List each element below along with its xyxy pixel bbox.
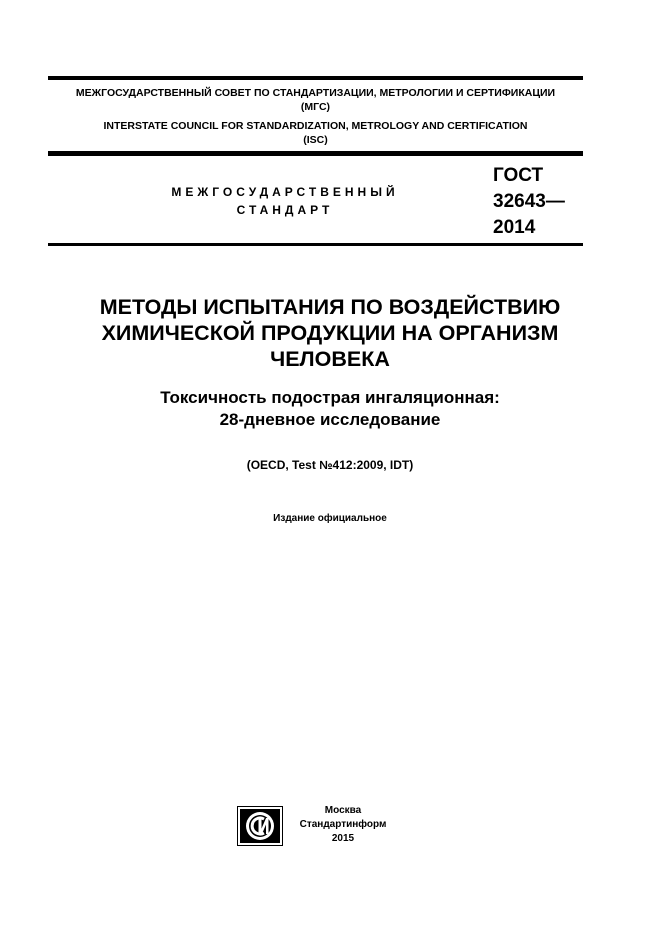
council-abbr-en: (ISC) xyxy=(303,134,328,146)
council-name-en xyxy=(48,119,583,147)
standard-type-line1: МЕЖГОСУДАРСТВЕННЫЙ xyxy=(171,185,399,199)
council-name-ru-text: МЕЖГОСУДАРСТВЕННЫЙ СОВЕТ ПО СТАНДАРТИЗАЦИИ, МЕТРОЛОГИИ И СЕРТИФИКАЦИИ xyxy=(75,87,556,99)
official-edition-label: Издание официальное xyxy=(273,513,387,524)
gost-number: 32643— xyxy=(493,191,565,212)
middle-rule xyxy=(48,151,583,156)
document-title-line3: ЧЕЛОВЕКА xyxy=(270,347,390,371)
gost-designation xyxy=(493,163,565,241)
publisher-year: 2015 xyxy=(331,833,355,844)
publisher-city: Москва xyxy=(324,805,362,816)
document-title-line1: МЕТОДЫ ИСПЫТАНИЯ ПО ВОЗДЕЙСТВИЮ xyxy=(99,295,561,319)
document-subtitle-line2: 28-дневное исследование xyxy=(219,410,441,429)
council-name-en-text: INTERSTATE COUNCIL FOR STANDARDIZATION, METROLOGY AND CERTIFICATION xyxy=(103,120,528,132)
top-rule xyxy=(48,76,583,80)
document-title xyxy=(40,294,620,372)
document-subtitle-line1: Токсичность подострая ингаляционная: xyxy=(160,388,500,407)
bottom-rule xyxy=(48,243,583,246)
gost-label: ГОСТ xyxy=(493,165,544,186)
document-subtitle xyxy=(40,387,620,431)
publisher-block xyxy=(290,804,396,846)
council-name-ru xyxy=(48,86,583,114)
standartinform-logo-icon xyxy=(237,806,283,846)
document-title-line2: ХИМИЧЕСКОЙ ПРОДУКЦИИ НА ОРГАНИЗМ xyxy=(101,321,559,345)
gost-year: 2014 xyxy=(493,217,536,238)
publisher-name: Стандартинформ xyxy=(299,819,387,830)
standard-type-line2: СТАНДАРТ xyxy=(236,203,334,217)
standard-type xyxy=(150,183,420,219)
council-abbr-ru: (МГС) xyxy=(300,101,331,113)
oecd-reference: (OECD, Test №412:2009, IDT) xyxy=(246,458,414,472)
